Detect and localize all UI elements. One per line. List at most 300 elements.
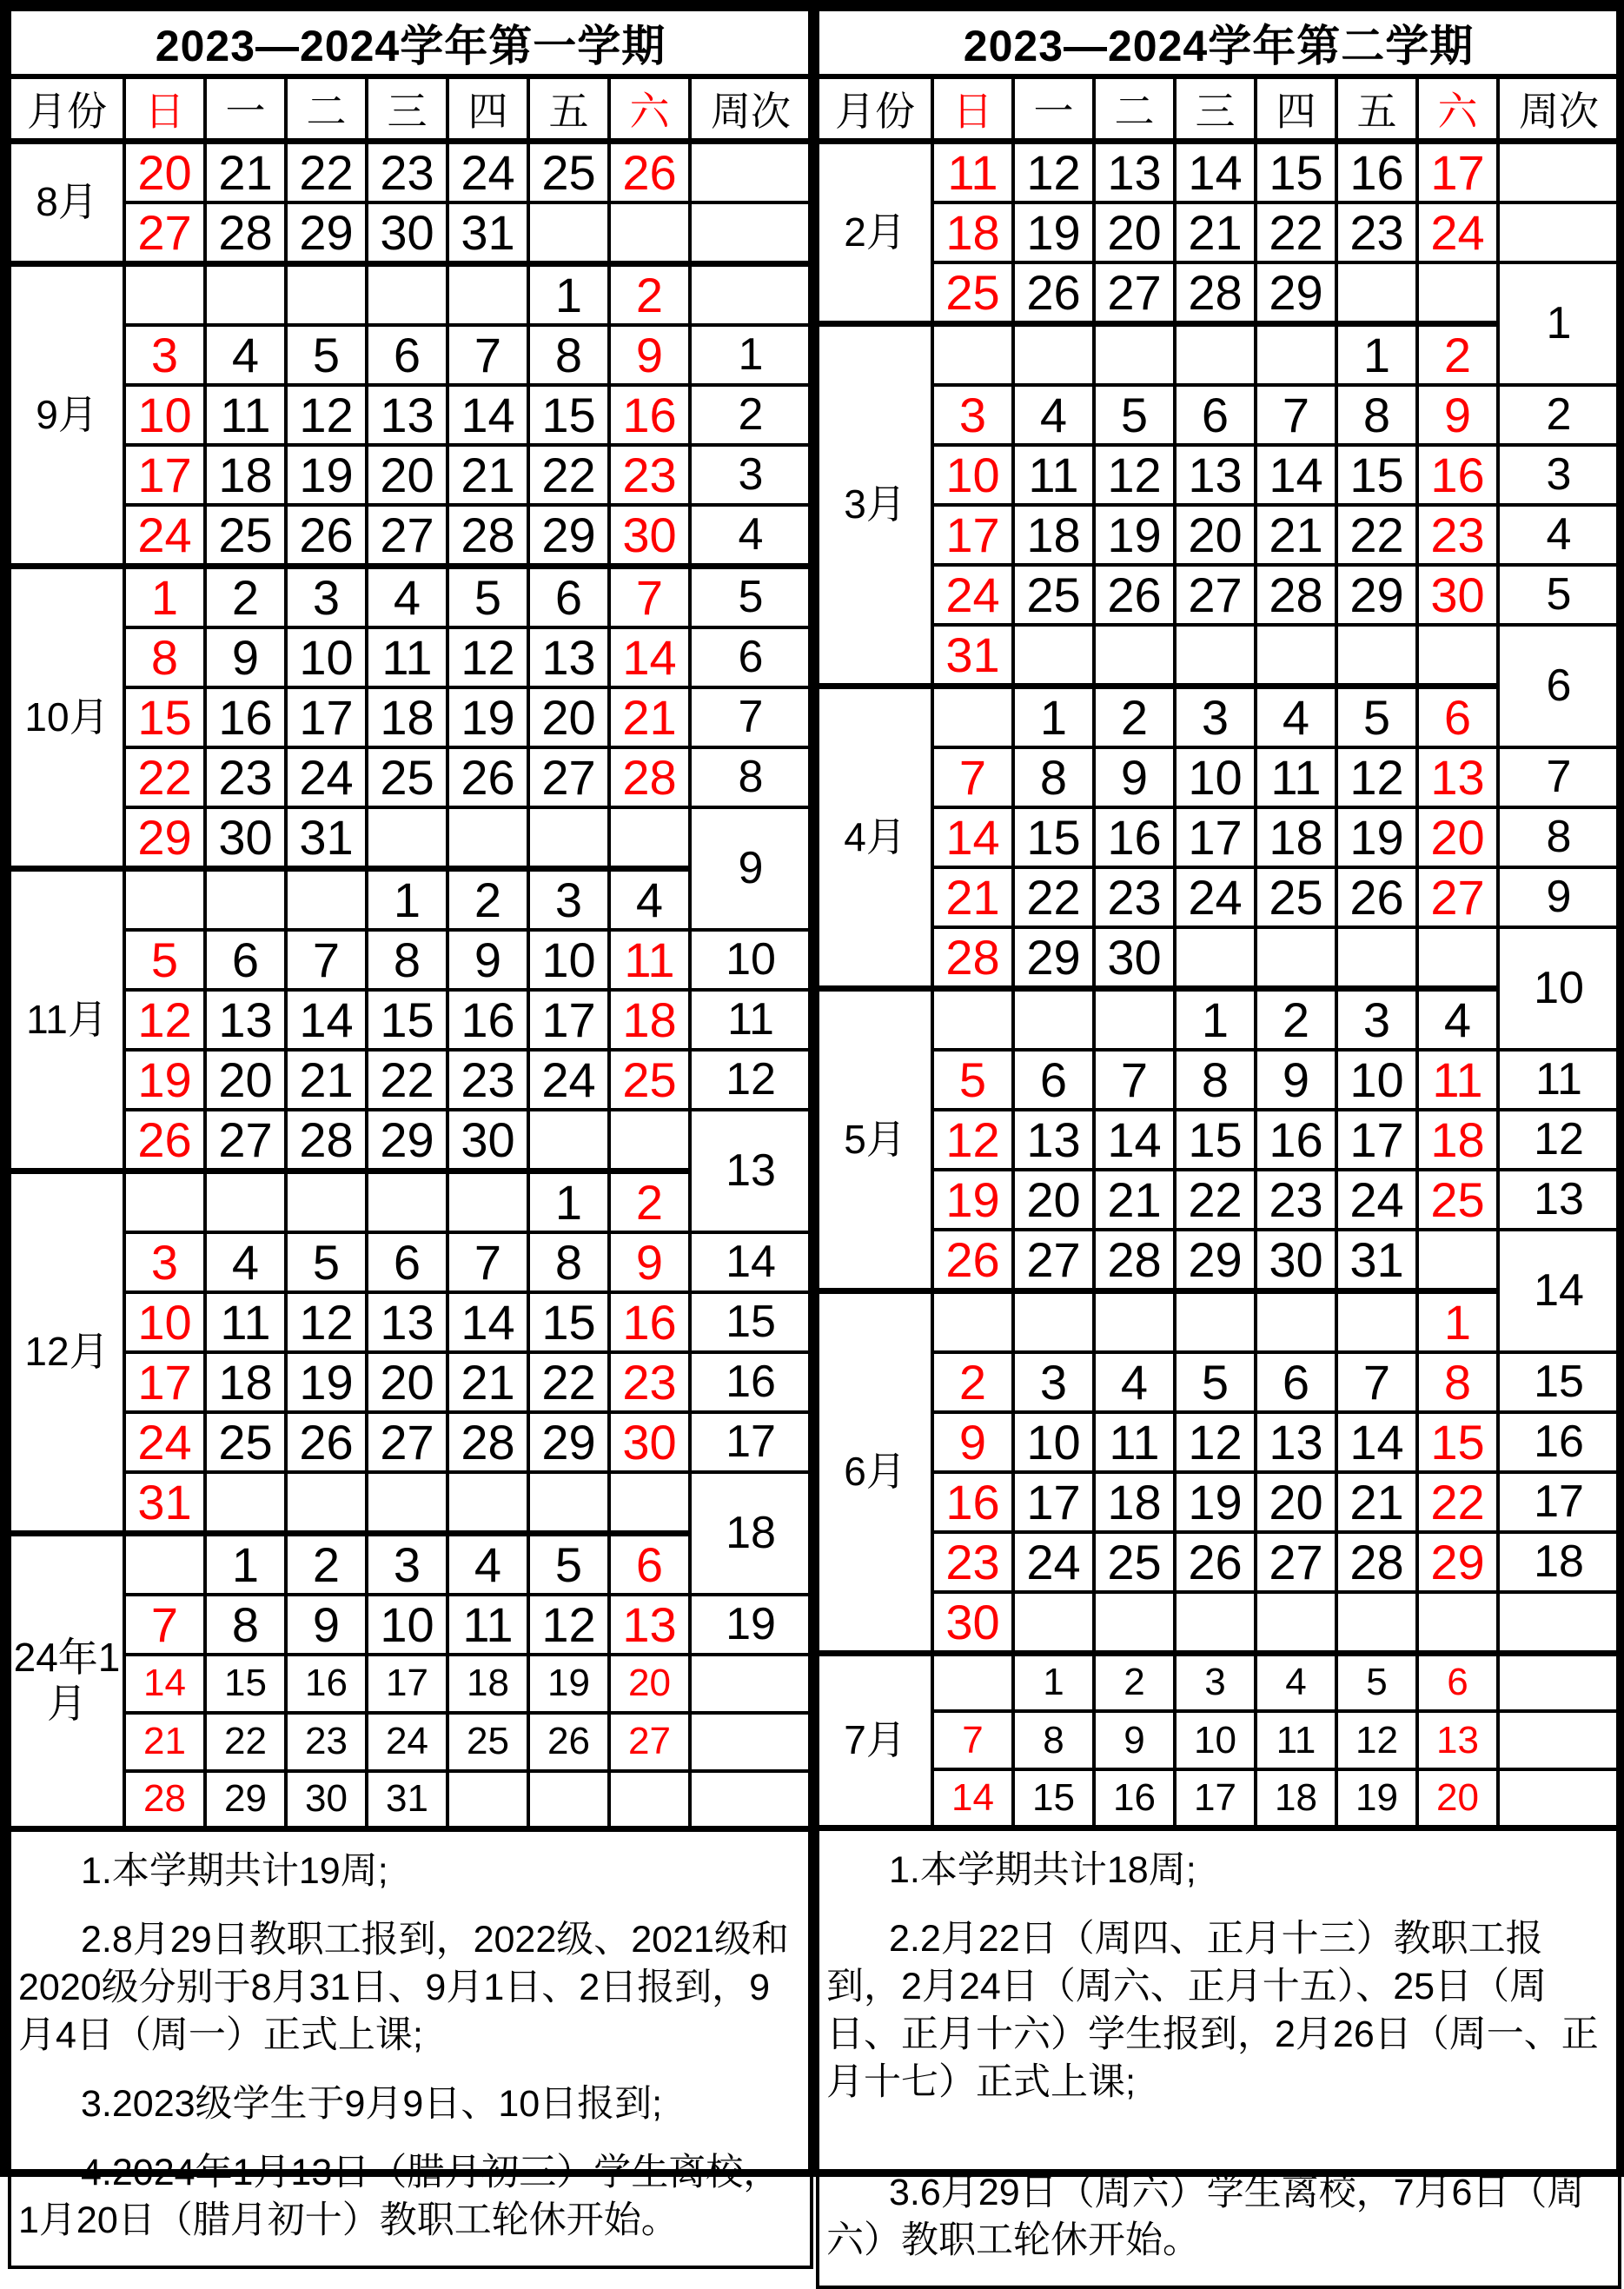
day-cell: 1 (124, 566, 205, 627)
note-item: 4.2024年1月13日（腊月初三）学生离校，1月20日（腊月初十）教职工轮休开始。 (18, 2152, 781, 2241)
month-label: 11月 (10, 868, 124, 1171)
day-cell: 13 (1175, 445, 1256, 505)
day-cell-empty (124, 1171, 205, 1232)
month-label: 10月 (10, 566, 124, 868)
day-cell: 9 (1094, 1711, 1175, 1769)
day-cell: 19 (1094, 505, 1175, 565)
day-cell: 16 (286, 1655, 367, 1713)
day-cell: 13 (1094, 141, 1175, 202)
day-cell: 26 (1336, 867, 1417, 927)
day-cell: 10 (932, 445, 1013, 505)
day-cell: 15 (367, 990, 447, 1050)
week-number-cell: 8 (690, 747, 812, 807)
first-semester-table (8, 8, 813, 2269)
day-cell: 18 (609, 990, 690, 1050)
day-cell: 9 (609, 325, 690, 385)
day-cell: 22 (1256, 202, 1336, 262)
semester-notes (10, 1829, 812, 2268)
day-cell: 25 (1417, 1170, 1498, 1230)
day-cell-empty (1013, 323, 1094, 385)
month-label: 3月 (818, 323, 932, 686)
day-cell: 12 (124, 990, 205, 1050)
day-cell: 30 (932, 1592, 1013, 1654)
week-number-cell-empty (690, 141, 812, 202)
day-cell: 15 (528, 385, 609, 445)
calendar-row (10, 1472, 812, 1534)
day-cell: 25 (1094, 1532, 1175, 1592)
day-cell: 16 (1256, 1110, 1336, 1170)
week-number-cell: 1 (690, 325, 812, 385)
day-cell: 19 (1013, 202, 1094, 262)
calendar-row (10, 202, 812, 264)
day-cell: 22 (1417, 1472, 1498, 1532)
week-number-cell: 16 (1498, 1412, 1620, 1472)
day-cell: 24 (1175, 867, 1256, 927)
week-number-cell-empty (690, 1771, 812, 1829)
day-cell-empty (447, 263, 528, 325)
calendar-row (10, 566, 812, 627)
day-cell: 21 (1336, 1472, 1417, 1532)
day-cell: 2 (609, 1171, 690, 1232)
month-label: 24年1月 (10, 1533, 124, 1829)
day-cell: 27 (1417, 867, 1498, 927)
day-cell: 30 (205, 807, 286, 869)
day-cell: 6 (205, 930, 286, 990)
day-cell: 20 (1013, 1170, 1094, 1230)
day-cell: 11 (205, 385, 286, 445)
day-cell: 14 (932, 807, 1013, 867)
day-cell: 5 (932, 1050, 1013, 1110)
day-cell: 25 (367, 747, 447, 807)
day-cell: 11 (1094, 1412, 1175, 1472)
day-cell: 29 (1013, 927, 1094, 989)
day-cell: 1 (528, 1171, 609, 1232)
day-cell: 14 (124, 1655, 205, 1713)
day-cell: 28 (205, 202, 286, 264)
weekday-header: 四 (447, 76, 528, 141)
day-cell: 3 (932, 385, 1013, 445)
day-cell: 13 (1417, 747, 1498, 807)
day-cell: 4 (1256, 1653, 1336, 1711)
day-cell: 22 (1336, 505, 1417, 565)
day-cell: 26 (124, 1110, 205, 1171)
day-cell-empty (205, 868, 286, 930)
day-cell: 13 (367, 1292, 447, 1352)
day-cell: 1 (528, 263, 609, 325)
calendar-row (10, 747, 812, 807)
day-cell: 3 (124, 1232, 205, 1292)
day-cell-empty (1336, 1290, 1417, 1352)
day-cell: 27 (205, 1110, 286, 1171)
day-cell: 17 (1336, 1110, 1417, 1170)
day-cell: 21 (205, 141, 286, 202)
day-cell-empty (1175, 1592, 1256, 1654)
week-number-cell-empty (690, 1655, 812, 1713)
calendar-row (818, 505, 1620, 565)
calendar-row (10, 807, 812, 869)
day-cell: 22 (528, 445, 609, 505)
day-cell: 19 (1175, 1472, 1256, 1532)
day-cell: 31 (932, 625, 1013, 687)
day-cell: 3 (286, 566, 367, 627)
month-label: 2月 (818, 141, 932, 323)
day-cell: 22 (1175, 1170, 1256, 1230)
day-cell: 22 (124, 747, 205, 807)
day-cell-empty (286, 1472, 367, 1534)
day-cell: 17 (286, 687, 367, 747)
day-cell-empty (1417, 927, 1498, 989)
day-cell: 8 (1175, 1050, 1256, 1110)
day-cell: 5 (286, 325, 367, 385)
day-cell: 8 (1417, 1352, 1498, 1412)
day-cell: 14 (1336, 1412, 1417, 1472)
day-cell: 30 (609, 505, 690, 567)
day-cell: 18 (1256, 1769, 1336, 1828)
day-cell: 13 (1256, 1412, 1336, 1472)
week-number-cell: 13 (1498, 1170, 1620, 1230)
day-cell: 1 (205, 1533, 286, 1595)
day-cell: 21 (609, 687, 690, 747)
calendar-row (10, 325, 812, 385)
day-cell: 29 (286, 202, 367, 264)
day-cell-empty (1256, 625, 1336, 687)
day-cell: 1 (1417, 1290, 1498, 1352)
day-cell: 23 (1256, 1170, 1336, 1230)
day-cell: 10 (1175, 747, 1256, 807)
day-cell: 16 (1417, 445, 1498, 505)
week-number-cell: 8 (1498, 807, 1620, 867)
day-cell: 23 (205, 747, 286, 807)
day-cell: 26 (609, 141, 690, 202)
day-cell: 10 (124, 385, 205, 445)
semester-notes (818, 1828, 1620, 2287)
day-cell: 10 (367, 1595, 447, 1655)
day-cell: 6 (1417, 1653, 1498, 1711)
day-cell-empty (1336, 1592, 1417, 1654)
day-cell: 28 (447, 1412, 528, 1472)
day-cell: 16 (1094, 807, 1175, 867)
day-cell-empty (124, 1533, 205, 1595)
day-cell: 1 (367, 868, 447, 930)
day-cell: 21 (124, 1713, 205, 1771)
month-label: 4月 (818, 686, 932, 988)
day-cell: 18 (367, 687, 447, 747)
note-item: 2.8月29日教职工报到，2022级、2021级和2020级分别于8月31日、9月1日、2日报到，9月4日（周一）正式上课; (18, 1919, 789, 2056)
day-cell: 7 (447, 1232, 528, 1292)
day-cell: 20 (124, 141, 205, 202)
weekday-header: 二 (1094, 76, 1175, 141)
day-cell-empty (1013, 1290, 1094, 1352)
day-cell-empty (609, 1771, 690, 1829)
day-cell: 28 (932, 927, 1013, 989)
semester-first (8, 8, 808, 2241)
week-number-cell: 1 (1498, 262, 1620, 385)
day-cell: 8 (1013, 1711, 1094, 1769)
day-cell: 18 (1013, 505, 1094, 565)
semester-title: 2023—2024学年第一学期 (10, 10, 812, 76)
day-cell: 11 (447, 1595, 528, 1655)
day-cell: 14 (447, 1292, 528, 1352)
week-number-cell: 3 (1498, 445, 1620, 505)
day-cell: 30 (1094, 927, 1175, 989)
day-cell: 26 (447, 747, 528, 807)
day-cell-empty (367, 263, 447, 325)
calendar-row (818, 1050, 1620, 1110)
calendar-row (10, 687, 812, 747)
day-cell: 18 (447, 1655, 528, 1713)
calendar-row (818, 1769, 1620, 1828)
day-cell: 22 (528, 1352, 609, 1412)
day-cell: 7 (447, 325, 528, 385)
calendar-row (10, 445, 812, 505)
week-number-cell: 5 (1498, 565, 1620, 625)
day-cell: 20 (367, 445, 447, 505)
day-cell: 1 (1336, 323, 1417, 385)
day-cell-empty (609, 202, 690, 264)
day-cell: 6 (1417, 686, 1498, 747)
day-cell: 8 (1336, 385, 1417, 445)
day-cell-empty (932, 1290, 1013, 1352)
day-cell: 23 (609, 1352, 690, 1412)
day-cell: 19 (124, 1050, 205, 1110)
day-cell: 12 (1336, 747, 1417, 807)
month-label: 5月 (818, 988, 932, 1290)
day-cell: 29 (1336, 565, 1417, 625)
day-cell: 27 (367, 505, 447, 567)
day-cell: 8 (205, 1595, 286, 1655)
day-cell: 30 (609, 1412, 690, 1472)
week-number-cell: 12 (690, 1050, 812, 1110)
day-cell: 18 (932, 202, 1013, 262)
calendar-row (10, 1412, 812, 1472)
day-cell: 20 (367, 1352, 447, 1412)
day-cell-empty (932, 323, 1013, 385)
day-cell: 17 (1417, 141, 1498, 202)
week-number-cell: 13 (690, 1110, 812, 1232)
day-cell-empty (447, 1472, 528, 1534)
month-label: 6月 (818, 1290, 932, 1653)
day-cell: 12 (1336, 1711, 1417, 1769)
day-cell: 4 (205, 1232, 286, 1292)
day-cell: 7 (932, 747, 1013, 807)
day-cell: 27 (367, 1412, 447, 1472)
day-cell: 4 (205, 325, 286, 385)
day-cell: 15 (124, 687, 205, 747)
day-cell: 29 (528, 1412, 609, 1472)
day-cell: 9 (286, 1595, 367, 1655)
day-cell-empty (932, 1653, 1013, 1711)
week-number-cell: 2 (690, 385, 812, 445)
day-cell: 20 (205, 1050, 286, 1110)
day-cell-empty (1094, 625, 1175, 687)
calendar-row (818, 1472, 1620, 1532)
weekday-header: 二 (286, 76, 367, 141)
day-cell: 26 (1013, 262, 1094, 324)
calendar-row (10, 1655, 812, 1713)
day-cell: 17 (1175, 1769, 1256, 1828)
calendar-row (10, 1713, 812, 1771)
day-cell: 10 (286, 627, 367, 687)
day-cell-empty (1094, 1290, 1175, 1352)
day-cell: 18 (1256, 807, 1336, 867)
week-number-cell: 12 (1498, 1110, 1620, 1170)
day-cell: 17 (1175, 807, 1256, 867)
month-column-header: 月份 (10, 76, 124, 141)
day-cell: 26 (1175, 1532, 1256, 1592)
day-cell: 16 (447, 990, 528, 1050)
day-cell: 6 (1175, 385, 1256, 445)
day-cell-empty (205, 1171, 286, 1232)
calendar-row (10, 627, 812, 687)
day-cell: 5 (124, 930, 205, 990)
calendar-row (818, 1532, 1620, 1592)
calendar-row (818, 867, 1620, 927)
day-cell-empty (609, 807, 690, 869)
day-cell: 3 (1013, 1352, 1094, 1412)
day-cell: 23 (367, 141, 447, 202)
day-cell: 27 (1175, 565, 1256, 625)
day-cell: 23 (1417, 505, 1498, 565)
day-cell-empty (1336, 927, 1417, 989)
day-cell-empty (1175, 323, 1256, 385)
day-cell: 11 (1417, 1050, 1498, 1110)
week-number-cell-empty (1498, 202, 1620, 262)
day-cell: 11 (1256, 1711, 1336, 1769)
day-cell: 5 (1175, 1352, 1256, 1412)
day-cell: 12 (1013, 141, 1094, 202)
semester-second (808, 8, 1616, 2261)
week-number-cell: 14 (1498, 1230, 1620, 1352)
day-cell: 11 (205, 1292, 286, 1352)
day-cell: 28 (1256, 565, 1336, 625)
semester-title: 2023—2024学年第二学期 (818, 10, 1620, 76)
day-cell: 16 (609, 385, 690, 445)
day-cell: 12 (1094, 445, 1175, 505)
day-cell: 29 (528, 505, 609, 567)
day-cell: 15 (1175, 1110, 1256, 1170)
calendar-row (818, 807, 1620, 867)
week-number-cell: 19 (690, 1595, 812, 1655)
day-cell-empty (528, 202, 609, 264)
calendar-row (10, 1771, 812, 1829)
day-cell: 29 (1256, 262, 1336, 324)
weekday-header: 六 (1417, 76, 1498, 141)
day-cell: 25 (609, 1050, 690, 1110)
day-cell-empty (205, 263, 286, 325)
calendar-row (10, 1110, 812, 1171)
day-cell: 16 (205, 687, 286, 747)
day-cell: 17 (1013, 1472, 1094, 1532)
calendar-row (10, 385, 812, 445)
weekday-header: 五 (1336, 76, 1417, 141)
week-number-cell: 7 (1498, 747, 1620, 807)
day-cell: 28 (447, 505, 528, 567)
note-item: 3.6月29日（周六）学生离校，7月6日（周六）教职工轮休开始。 (826, 2171, 1585, 2261)
day-cell: 24 (124, 1412, 205, 1472)
day-cell: 21 (286, 1050, 367, 1110)
calendar-row (10, 990, 812, 1050)
day-cell: 14 (1094, 1110, 1175, 1170)
day-cell: 29 (124, 807, 205, 869)
week-number-cell: 5 (690, 566, 812, 627)
day-cell: 7 (286, 930, 367, 990)
day-cell: 20 (1417, 1769, 1498, 1828)
day-cell: 3 (367, 1533, 447, 1595)
day-cell-empty (286, 868, 367, 930)
week-number-cell-empty (1498, 1711, 1620, 1769)
day-cell: 12 (447, 627, 528, 687)
day-cell: 3 (1175, 686, 1256, 747)
day-cell: 16 (1336, 141, 1417, 202)
day-cell: 25 (932, 262, 1013, 324)
week-number-cell: 9 (1498, 867, 1620, 927)
day-cell: 27 (609, 1713, 690, 1771)
day-cell: 8 (1013, 747, 1094, 807)
day-cell: 27 (1094, 262, 1175, 324)
day-cell-empty (1013, 625, 1094, 687)
day-cell-empty (609, 1110, 690, 1171)
day-cell: 1 (1013, 1653, 1094, 1711)
day-cell: 28 (1094, 1230, 1175, 1291)
week-number-cell: 4 (690, 505, 812, 567)
day-cell-empty (528, 1771, 609, 1829)
day-cell: 5 (528, 1533, 609, 1595)
day-cell: 2 (205, 566, 286, 627)
note-item: 1.本学期共计18周; (889, 1848, 1196, 1891)
week-number-cell-empty (690, 202, 812, 264)
day-cell: 9 (609, 1232, 690, 1292)
day-cell: 11 (1013, 445, 1094, 505)
month-label: 9月 (10, 263, 124, 566)
day-cell: 13 (205, 990, 286, 1050)
day-cell: 23 (609, 445, 690, 505)
day-cell: 15 (1336, 445, 1417, 505)
day-cell: 13 (1417, 1711, 1498, 1769)
week-number-cell: 9 (690, 807, 812, 930)
day-cell: 2 (609, 263, 690, 325)
calendar-row (818, 1230, 1620, 1291)
calendar-row (818, 141, 1620, 202)
day-cell: 1 (1013, 686, 1094, 747)
day-cell-empty (609, 1472, 690, 1534)
day-cell: 30 (447, 1110, 528, 1171)
day-cell: 10 (1336, 1050, 1417, 1110)
day-cell: 26 (286, 505, 367, 567)
day-cell: 7 (932, 1711, 1013, 1769)
day-cell: 27 (528, 747, 609, 807)
weekday-header-row (818, 76, 1620, 141)
weekday-header: 五 (528, 76, 609, 141)
day-cell-empty (1256, 1592, 1336, 1654)
day-cell: 24 (528, 1050, 609, 1110)
day-cell: 10 (1175, 1711, 1256, 1769)
day-cell-empty (124, 263, 205, 325)
day-cell: 28 (124, 1771, 205, 1829)
day-cell-empty (367, 1472, 447, 1534)
day-cell: 26 (528, 1713, 609, 1771)
day-cell: 14 (1175, 141, 1256, 202)
week-number-cell-empty (1498, 1592, 1620, 1654)
day-cell: 29 (1417, 1532, 1498, 1592)
day-cell: 2 (932, 1352, 1013, 1412)
day-cell: 26 (1094, 565, 1175, 625)
week-number-cell: 18 (1498, 1532, 1620, 1592)
week-number-cell: 16 (690, 1352, 812, 1412)
note-item: 2.2月22日（周四、正月十三）教职工报到，2月24日（周六、正月十五）、25日（周日、正月十六）学生报到，2月26日（周一、正月十七）正式上课; (826, 1917, 1599, 2103)
day-cell: 19 (1336, 807, 1417, 867)
day-cell: 10 (1013, 1412, 1094, 1472)
day-cell: 31 (447, 202, 528, 264)
